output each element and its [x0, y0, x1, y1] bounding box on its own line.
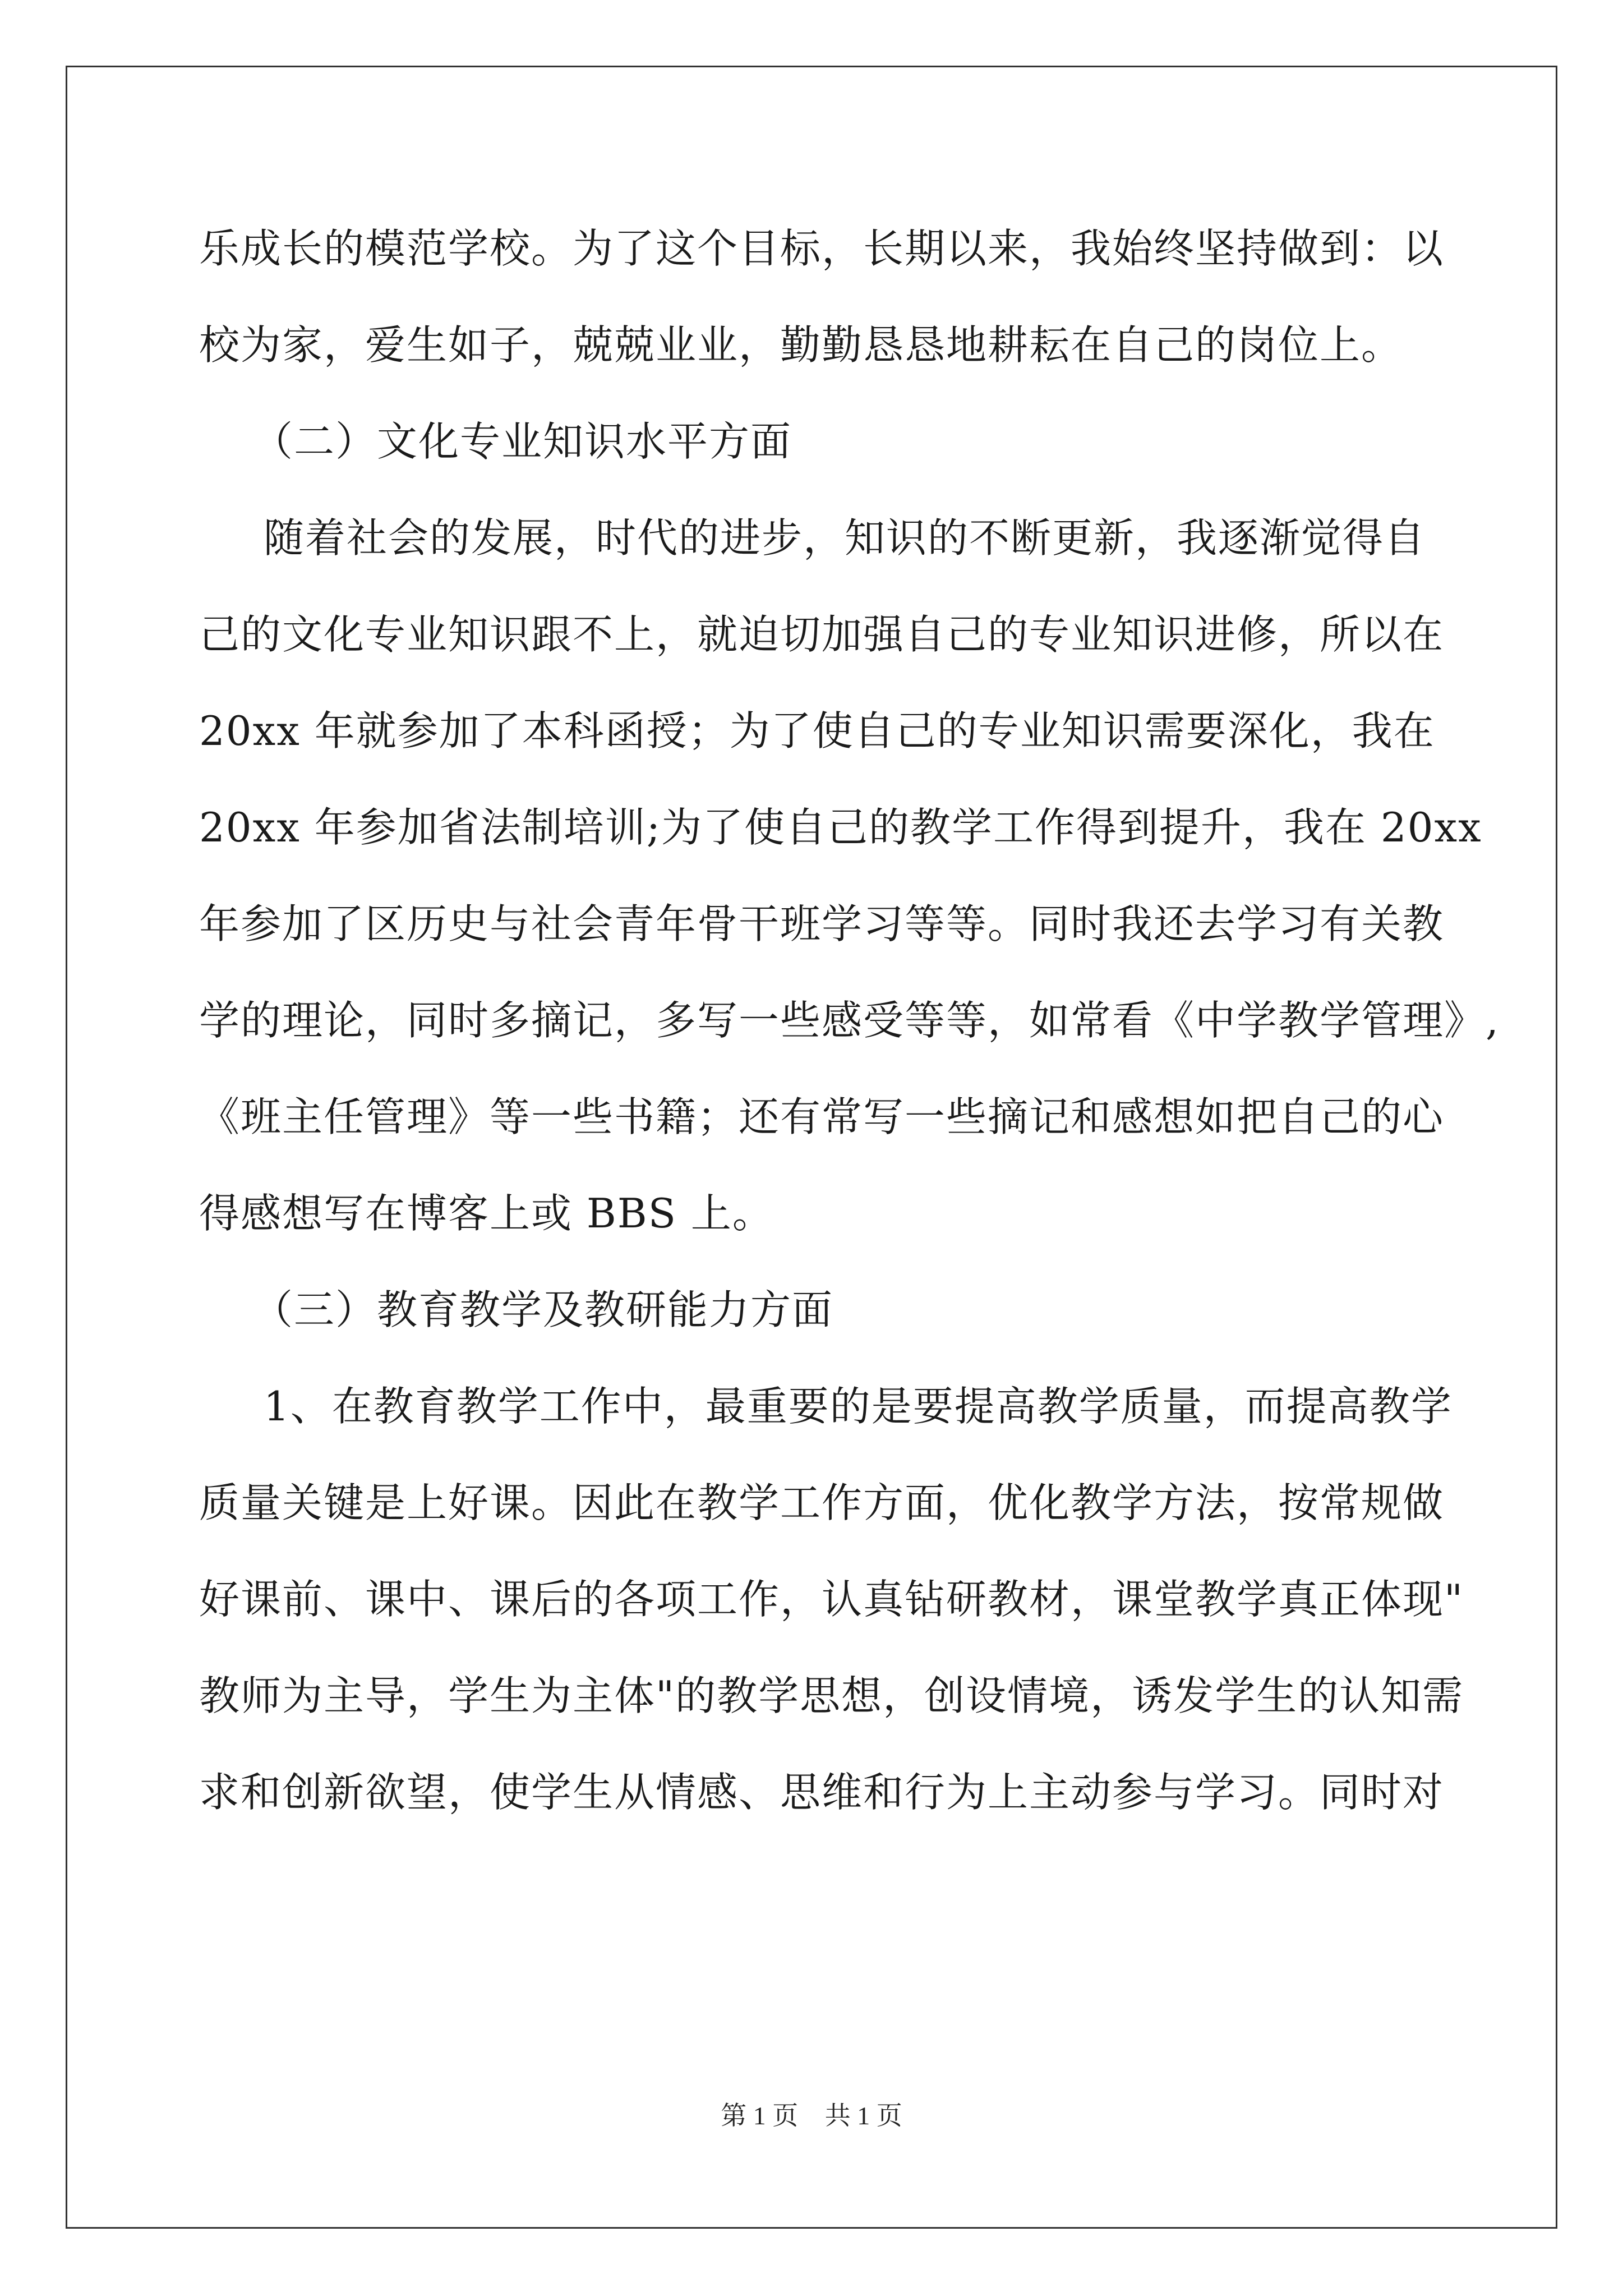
text-line-9: 学的理论，同时多摘记，多写一些感受等等，如常看《中学教学管理》,: [199, 997, 1500, 1044]
section-heading-2: （二）文化专业知识水平方面: [252, 418, 792, 465]
text-line-13: 1、在教育教学工作中，最重要的是要提高教学质量，而提高教学: [264, 1383, 1453, 1430]
page-number-current: 第 1 页: [721, 2101, 799, 2130]
text-line-5: 己的文化专业知识跟不上，就迫切加强自己的专业知识进修，所以在: [199, 611, 1445, 658]
page-footer: [0, 2099, 1623, 2133]
text-line-11: 得感想写在博客上或 BBS 上。: [199, 1190, 774, 1237]
text-line-8: 年参加了区历史与社会青年骨干班学习等等。同时我还去学习有关教: [199, 900, 1445, 947]
text-line-14: 质量关键是上好课。因此在教学工作方面，优化教学方法，按常规做: [199, 1479, 1445, 1526]
text-line-2: 校为家，爱生如子，兢兢业业，勤勤恳恳地耕耘在自己的岗位上。: [199, 321, 1403, 369]
page-border: [66, 66, 1557, 2229]
text-line-7: 20xx 年参加省法制培训;为了使自己的教学工作得到提升，我在 20xx: [199, 804, 1482, 851]
page-number-total: 共 1 页: [824, 2101, 902, 2130]
text-line-4: 随着社会的发展，时代的进步，知识的不断更新，我逐渐觉得自: [264, 514, 1426, 562]
section-heading-3: （三）教育教学及教研能力方面: [252, 1286, 834, 1333]
text-line-15: 好课前、课中、课后的各项工作，认真钻研教材，课堂教学真正体现": [199, 1576, 1464, 1623]
text-line-6: 20xx 年就参加了本科函授；为了使自己的专业知识需要深化，我在: [199, 707, 1435, 754]
text-line-10: 《班主任管理》等一些书籍；还有常写一些摘记和感想如把自己的心: [199, 1093, 1445, 1140]
text-line-1: 乐成长的模范学校。为了这个目标，长期以来，我始终坚持做到：以: [199, 225, 1445, 272]
text-line-17: 求和创新欲望，使学生从情感、思维和行为上主动参与学习。同时对: [199, 1769, 1445, 1816]
text-line-16: 教师为主导，学生为主体"的教学思想，创设情境，诱发学生的认知需: [199, 1672, 1464, 1719]
